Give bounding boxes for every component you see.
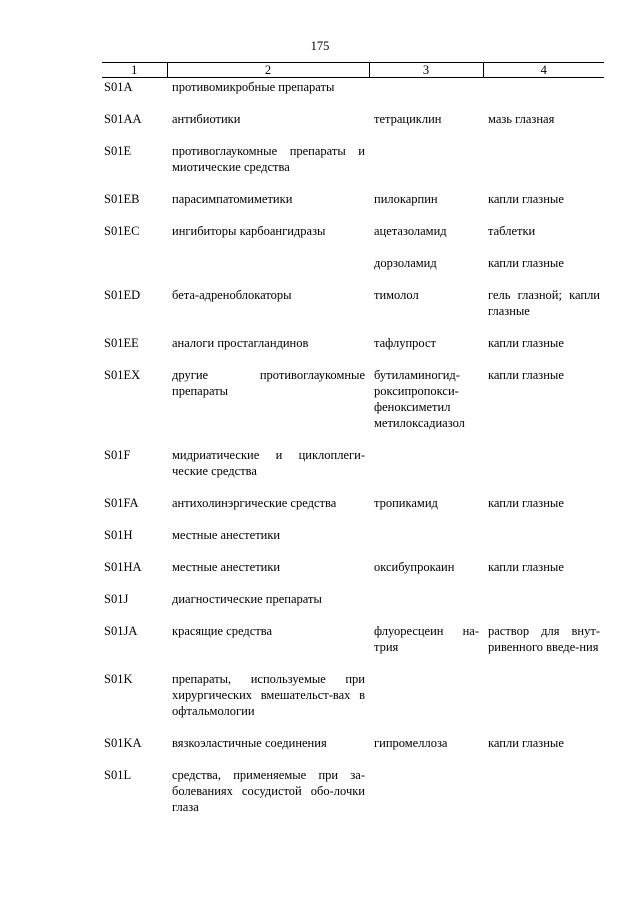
atc-code: S01JA [104,624,138,638]
table-row [102,223,604,255]
atc-code: S01HA [104,560,142,574]
dosage-form: капли глазные [488,192,564,206]
table-row [102,767,604,831]
dosage-form: капли глазные [488,736,564,750]
column-header: 3 [369,63,483,78]
dosage-form: раствор для внут-ривенного введе-ния [488,624,600,654]
drug-name: гипромеллоза [374,736,448,750]
pharmacological-group: диагностические препараты [172,592,322,606]
column-header: 2 [167,63,369,78]
dosage-form [483,78,604,112]
atc-code: S01F [104,448,131,462]
column-header: 4 [483,63,604,78]
table-row [102,591,604,623]
table-row [102,671,604,735]
drug-name [369,143,483,191]
pharmacological-group: бета-адреноблокаторы [172,288,292,302]
dosage-form: капли глазные [488,496,564,510]
pharmacological-group: препараты, используемые при хирургических вмешательст-вах в офтальмологии [172,672,365,718]
drug-name [369,591,483,623]
atc-code [102,255,167,287]
dosage-form [483,447,604,495]
drug-name: ацетазоламид [374,224,447,238]
drug-name [369,527,483,559]
dosage-form: капли глазные [488,336,564,350]
dosage-form: капли глазные [488,256,564,270]
atc-code: S01L [104,768,132,782]
pharmacological-group: местные анестетики [172,528,281,542]
pharmacological-group: антибиотики [172,112,241,126]
dosage-form [483,591,604,623]
pharmacological-group: местные анестетики [172,560,281,574]
atc-code: S01EX [104,368,141,382]
pharmacological-group: ингибиторы карбоангидразы [172,224,326,238]
atc-code: S01J [104,592,129,606]
table-row [102,623,604,671]
drug-name: оксибупрокаин [374,560,455,574]
atc-code: S01K [104,672,133,686]
atc-code: S01H [104,528,133,542]
pharmacological-group: аналоги простагландинов [172,336,309,350]
drug-name [369,767,483,831]
atc-code: S01A [104,80,133,94]
table-row [102,495,604,527]
pharmacological-group: противоглаукомные препараты и миотические средства [172,144,365,174]
dosage-form: капли глазные [488,368,564,382]
table-row [102,559,604,591]
table-row [102,111,604,143]
drug-name [369,671,483,735]
atc-code: S01ED [104,288,141,302]
atc-code: S01FA [104,496,139,510]
pharmacological-group: мидриатические и циклоплеги-ческие средства [172,448,365,478]
table-row [102,735,604,767]
table-row [102,255,604,287]
drug-name: флуоресцеин на-трия [374,624,479,654]
drug-name: пилокарпин [374,192,438,206]
drug-name: тетрациклин [374,112,442,126]
atc-code: S01KA [104,736,142,750]
table-row [102,143,604,191]
pharmacological-group: другие противоглаукомные препараты [172,368,365,398]
atc-code: S01EE [104,336,139,350]
atc-table [102,62,604,831]
table-row [102,335,604,367]
pharmacological-group [167,255,369,287]
table-header [102,63,604,78]
drug-name [369,78,483,112]
page-number: 175 [310,39,330,53]
table-row [102,78,604,112]
dosage-form [483,671,604,735]
pharmacological-group: противомикробные препараты [172,80,335,94]
drug-name: тимолол [374,288,419,302]
drug-name: дорзоламид [374,256,437,270]
dosage-form [483,143,604,191]
dosage-form: мазь глазная [488,112,555,126]
pharmacological-group: вязкоэластичные соединения [172,736,327,750]
dosage-form: гель глазной; капли глазные [488,288,600,318]
dosage-form [483,767,604,831]
drug-name [369,447,483,495]
drug-name: бутиламиногид-роксипропокси-феноксиметил метилоксадиазол [374,368,465,430]
pharmacological-group: красящие средства [172,624,272,638]
drug-name: тафлупрост [374,336,436,350]
table-row [102,287,604,335]
atc-code: S01AA [104,112,142,126]
dosage-form: таблетки [488,224,536,238]
drug-name: тропикамид [374,496,438,510]
table-row [102,191,604,223]
atc-code: S01EB [104,192,140,206]
pharmacological-group: средства, применяемые при за-болеваниях сосудистой обо-лочки глаза [172,768,365,814]
table-row [102,367,604,447]
atc-code: S01E [104,144,132,158]
column-header: 1 [102,63,167,78]
dosage-form: капли глазные [488,560,564,574]
table-body [102,78,604,832]
atc-code: S01EC [104,224,140,238]
table-row [102,447,604,495]
dosage-form [483,527,604,559]
pharmacological-group: парасимпатомиметики [172,192,293,206]
pharmacological-group: антихолинэргические средства [172,496,337,510]
table-row [102,527,604,559]
